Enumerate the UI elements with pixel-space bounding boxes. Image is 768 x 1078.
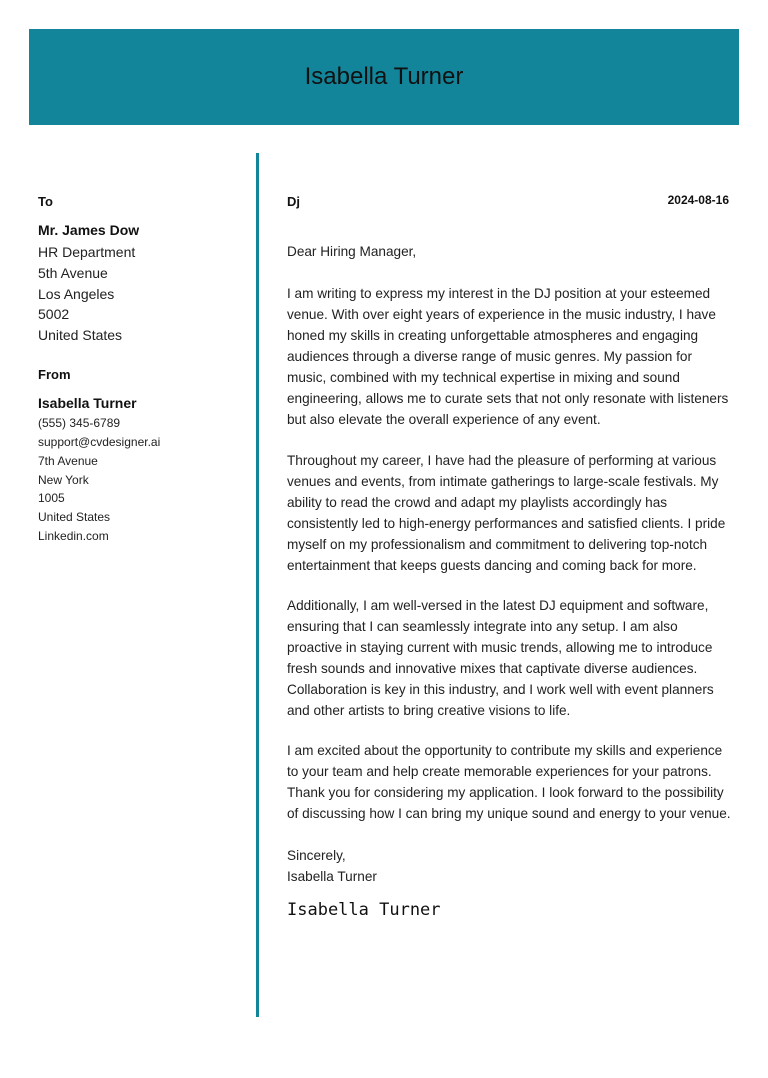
sender-phone: (555) 345-6789 [38, 416, 121, 430]
recipient-name: Mr. James Dow [38, 222, 140, 238]
sender-city: New York [38, 473, 89, 487]
recipient-country: United States [38, 327, 123, 343]
vertical-divider [256, 153, 259, 1017]
sender-email: support@cvdesigner.ai [38, 435, 161, 449]
recipient-city: Los Angeles [38, 286, 115, 302]
to-label: To [38, 194, 53, 209]
recipient-department: HR Department [38, 244, 136, 260]
sender-street: 7th Avenue [38, 454, 98, 468]
sender-zip: 1005 [38, 491, 65, 505]
letter-subject: Dj [287, 194, 300, 209]
letter-paragraph-1: I am writing to express my interest in the DJ position at your esteemed venue. With over eight years of experience in the music industry, I have honed my skills in creating unforgettable atmospheres and engaging audiences through a diverse range of music genres. My passion for music, combined with my technical expertise in mixing and sound engineering, allows me to curate sets that not only resonate with listeners but also elevate the overall experience of any event. [287, 286, 729, 427]
signature: Isabella Turner [287, 900, 441, 920]
sender-name: Isabella Turner [38, 395, 137, 411]
letter-paragraph-2: Throughout my career, I have had the pleasure of performing at various venues and events, from intimate gatherings to large-scale festivals. My ability to read the crowd and adapt my playlists accordingly has consistently led to high-energy performances and satisfied clients. I pride myself on my professionalism and commitment to delivering top-notch entertainment that keeps guests dancing and coming back for more. [287, 453, 726, 573]
letter-date: 2024-08-16 [667, 193, 729, 207]
from-label: From [38, 367, 71, 382]
letter-paragraph-3: Additionally, I am well-versed in the latest DJ equipment and software, ensuring that I can seamlessly integrate into any setup. I am also proactive in staying current with music trends, allowing me to introduce fresh sounds and innovative mixes that captivate diverse audiences. Collaboration is key in this industry, and I work well with event planners and other artists to bring creative visions to life. [287, 598, 714, 718]
letter-closing-name: Isabella Turner [287, 869, 377, 884]
sender-country: United States [38, 510, 111, 524]
header-banner [29, 29, 739, 125]
header-name: Isabella Turner [304, 63, 464, 90]
letter-greeting: Dear Hiring Manager, [287, 244, 417, 259]
letter-closing: Sincerely, [287, 848, 346, 863]
letter-paragraph-4: I am excited about the opportunity to contribute my skills and experience to your team and help create memorable experiences for your patrons. Thank you for considering my application. I look forward to the possibility of discussing how I can bring my unique sound and energy to your venue. [287, 743, 731, 821]
recipient-zip: 5002 [38, 306, 70, 322]
recipient-street: 5th Avenue [38, 265, 108, 281]
sender-website: Linkedin.com [38, 529, 109, 543]
